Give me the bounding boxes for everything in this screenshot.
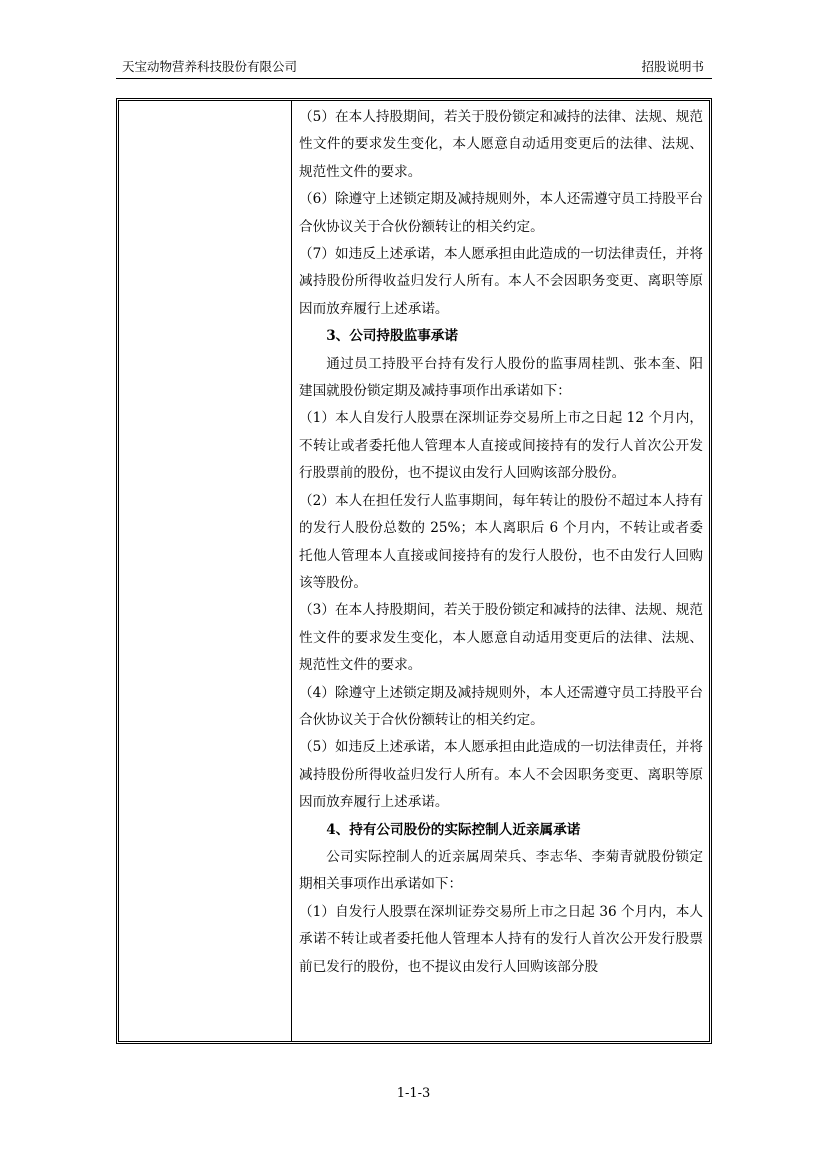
commitment-table: [116, 98, 712, 1044]
section-heading: 3、公司持股监事承诺: [326, 328, 458, 345]
paragraph: （3）在本人持股期间，若关于股份锁定和减持的法律、法规、规范性文件的要求发生变化，本人愿意自动适用变更后的法律、法规、规范性文件的要求。: [299, 602, 703, 674]
document-type: 招股说明书: [641, 59, 704, 74]
paragraph: （6）除遵守上述锁定期及减持规则外，本人还需遵守员工持股平台合伙协议关于合伙份额转让的相关约定。: [299, 191, 703, 235]
paragraph: 公司实际控制人的近亲属周荣兵、李志华、李菊青就股份锁定期相关事项作出承诺如下：: [299, 848, 703, 893]
paragraph: （4）除遵守上述锁定期及减持规则外，本人还需遵守员工持股平台合伙协议关于合伙份额转让的相关约定。: [299, 684, 703, 728]
paragraph: （5）如违反上述承诺，本人愿承担由此造成的一切法律责任，并将减持股份所得收益归发行人所有。本人不会因职务变更、离职等原因而放弃履行上述承诺。: [299, 739, 703, 811]
section-heading: 4、持有公司股份的实际控制人近亲属承诺: [326, 821, 581, 838]
table-left-cell: [119, 101, 291, 1041]
page-number: 1-1-3: [396, 1086, 431, 1101]
paragraph: （1）自发行人股票在深圳证券交易所上市之日起 36 个月内，本人承诺不转让或者委托他人管理本人持有的发行人首次公开发行股票前已发行的股份，也不提议由发行人回购该部分股: [299, 903, 703, 975]
company-name: 天宝动物营养科技股份有限公司: [122, 59, 298, 74]
page-header: [116, 56, 712, 79]
column-divider: [291, 101, 292, 1041]
paragraph: （7）如违反上述承诺，本人愿承担由此造成的一切法律责任，并将减持股份所得收益归发行人所有。本人不会因职务变更、离职等原因而放弃履行上述承诺。: [299, 246, 703, 317]
paragraph: 通过员工持股平台持有发行人股份的监事周桂凯、张本奎、阳建国就股份锁定期及减持事项作出承诺如下：: [299, 355, 703, 400]
paragraph: （1）本人自发行人股票在深圳证券交易所上市之日起 12 个月内，不转让或者委托他人管理本人直接或间接持有的发行人首次公开发行股票前的股份，也不提议由发行人回购该部分股份。: [299, 410, 703, 482]
paragraph: （5）在本人持股期间，若关于股份锁定和减持的法律、法规、规范性文件的要求发生变化，本人愿意自动适用变更后的法律、法规、规范性文件的要求。: [299, 109, 703, 180]
paragraph: （2）本人在担任发行人监事期间，每年转让的股份不超过本人持有的发行人股份总数的 25%；本人离职后 6 个月内，不转让或者委托他人管理本人直接或间接持有的发行人股份，也不由发行人回购该等股份。: [299, 492, 703, 591]
table-content-cell: [299, 104, 703, 981]
